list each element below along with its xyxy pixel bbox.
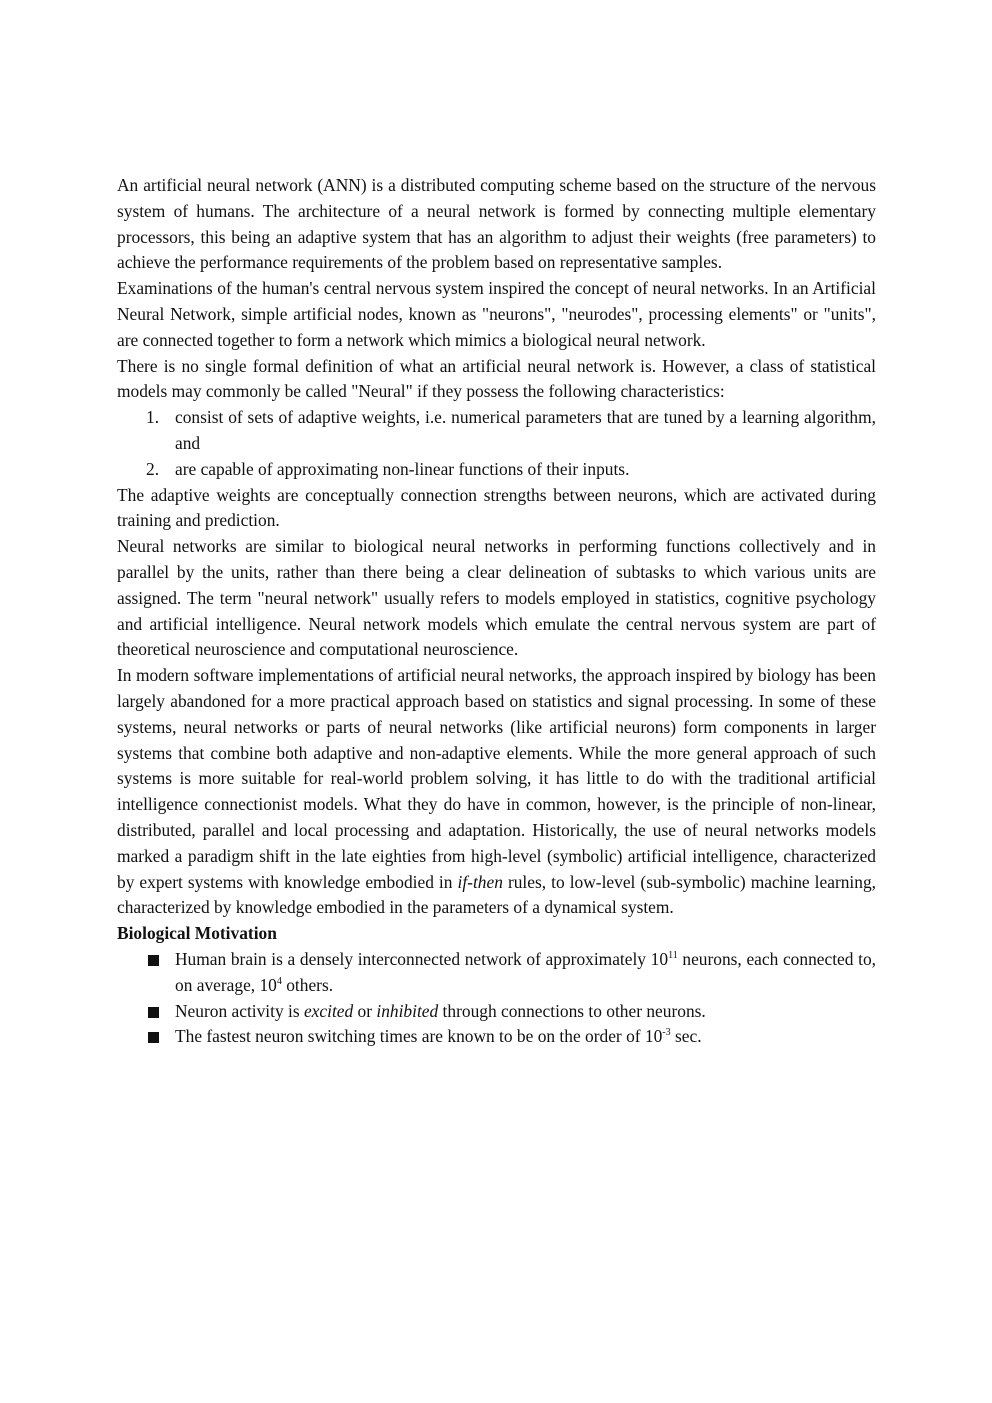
italic-term: if-then <box>457 871 503 892</box>
superscript: 4 <box>276 975 282 987</box>
paragraph-ann-definition: An artificial neural network (ANN) is a distributed computing scheme based on the structure of the nervous system of humans. The architecture of a neural network is formed by connecting multiple elementary processors, this being an adaptive system that has an algorithm to adjust their weights (free parameters) to achieve the performance requirements of the problem based on representative samples. <box>117 175 876 273</box>
text-span: through connections to other neurons. <box>438 1000 706 1021</box>
text-span: The fastest neuron switching times are known to be on the order of 10 <box>175 1026 663 1047</box>
text-span: rules, to low-level (sub-symbolic) machine learning, characterized by knowledge embodied in the parameters of a dynamical system. <box>117 871 876 918</box>
square-bullet-icon <box>148 955 159 966</box>
square-bullet-icon <box>148 1007 159 1018</box>
paragraph-biological-similarity: Neural networks are similar to biological neural networks in performing functions collectively and in parallel by the units, rather than there being a clear delineation of subtasks to which various units are assigned. The term "neural network" usually refers to models employed in statistics, cognitive psychology and artificial intelligence. Neural network models which emulate the central nervous system are part of theoretical neuroscience and computational neuroscience. <box>117 536 876 660</box>
list-item <box>117 457 876 483</box>
text-span: others. <box>281 974 334 995</box>
list-number: 1. <box>146 407 160 428</box>
section-heading: Biological Motivation <box>117 923 277 944</box>
characteristics-list <box>117 405 876 482</box>
list-item-text: consist of sets of adaptive weights, i.e. numerical parameters that are tuned by a learning algorithm, and <box>175 407 876 453</box>
superscript: -3 <box>662 1027 671 1039</box>
square-bullet-icon <box>148 1032 159 1043</box>
list-item <box>117 947 876 999</box>
text-span: sec. <box>670 1026 702 1047</box>
paragraph-adaptive-weights: The adaptive weights are conceptually connection strengths between neurons, which are activated during training and prediction. <box>117 484 876 531</box>
italic-term: inhibited <box>376 1000 439 1021</box>
list-item <box>117 999 876 1025</box>
list-item <box>117 405 876 457</box>
superscript: 11 <box>668 949 678 961</box>
text-span: neurons, each connected to, on average, 10 <box>175 948 876 995</box>
motivation-bullet-list <box>117 947 876 1050</box>
document-body <box>117 173 876 1050</box>
list-number: 2. <box>146 458 160 479</box>
text-span: Human brain is a densely interconnected network of approximately 10 <box>175 948 669 969</box>
list-item-text: are capable of approximating non-linear functions of their inputs. <box>175 458 630 479</box>
list-item <box>117 1024 876 1050</box>
text-span: or <box>353 1000 377 1021</box>
paragraph-inspiration: Examinations of the human's central nervous system inspired the concept of neural networks. In an Artificial Neural Network, simple artificial nodes, known as "neurons", "neurodes", processing elements" or "units", are connected together to form a network which mimics a biological neural network. <box>117 278 876 350</box>
text-span: Neuron activity is <box>175 1000 304 1021</box>
paragraph-modern-implementations <box>117 663 876 921</box>
italic-term: excited <box>303 1000 354 1021</box>
text-span: In modern software implementations of artificial neural networks, the approach inspired by biology has been largely abandoned for a more practical approach based on statistics and signal processing. In some of these systems, neural networks or parts of neural networks (like artificial neurons) form components in larger systems that combine both adaptive and non-adaptive elements. While the more general approach of such systems is more suitable for real-world problem solving, it has little to do with the traditional artificial intelligence connectionist models. What they do have in common, however, is the principle of non-linear, distributed, parallel and local processing and adaptation. Historically, the use of neural networks models marked a paradigm shift in the late eighties from high-level (symbolic) artificial intelligence, characterized by expert systems with knowledge embodied in <box>117 665 876 892</box>
paragraph-formal-definition: There is no single formal definition of what an artificial neural network is. However, a class of statistical models may commonly be called "Neural" if they possess the following characteristics: <box>117 355 876 402</box>
